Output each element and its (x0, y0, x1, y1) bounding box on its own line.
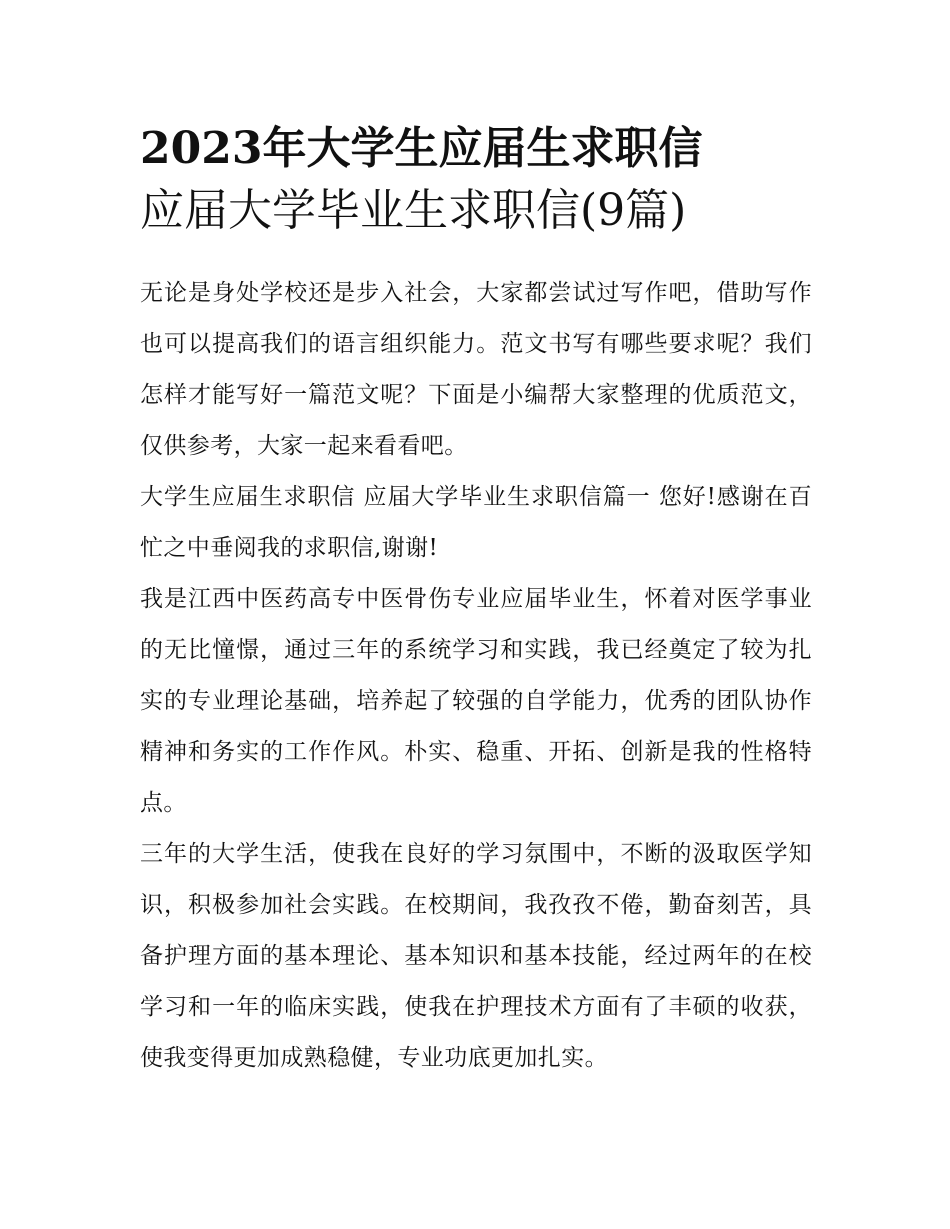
paragraph-college-life: 三年的大学生活，使我在良好的学习氛围中，不断的汲取医学知识，积极参加社会实践。在校期间，我孜孜不倦，勤奋刻苦，具备护理方面的基本理论、基本知识和基本技能，经过两年的在校学习和一年的临床实践，使我在护理技术方面有了丰硕的收获，使我变得更加成熟稳健，专业功底更加扎实。 (140, 841, 812, 1071)
paragraph-intro: 无论是身处学校还是步入社会，大家都尝试过写作吧，借助写作也可以提高我们的语言组织能力。范文书写有哪些要求呢？我们怎样才能写好一篇范文呢？下面是小编帮大家整理的优质范文，仅供参考，大家一起来看看吧。 (140, 280, 812, 459)
document-title-line-2: 应届大学毕业生求职信(9篇) (140, 185, 687, 236)
paragraph-greeting: 大学生应届生求职信 应届大学毕业生求职信篇一 您好!感谢在百忙之中垂阅我的求职信,谢谢! (140, 484, 812, 561)
paragraph-self-introduction: 我是江西中医药高专中医骨伤专业应届毕业生，怀着对医学事业的无比憧憬，通过三年的系统学习和实践，我已经奠定了较为扎实的专业理论基础，培养起了较强的自学能力，优秀的团队协作精神和务实的工作作风。朴实、稳重、开拓、创新是我的性格特点。 (140, 586, 812, 816)
document-title-line-1: 2023年大学生应届生求职信 (140, 123, 703, 174)
document-body (140, 268, 812, 1084)
document-page (140, 118, 812, 1084)
